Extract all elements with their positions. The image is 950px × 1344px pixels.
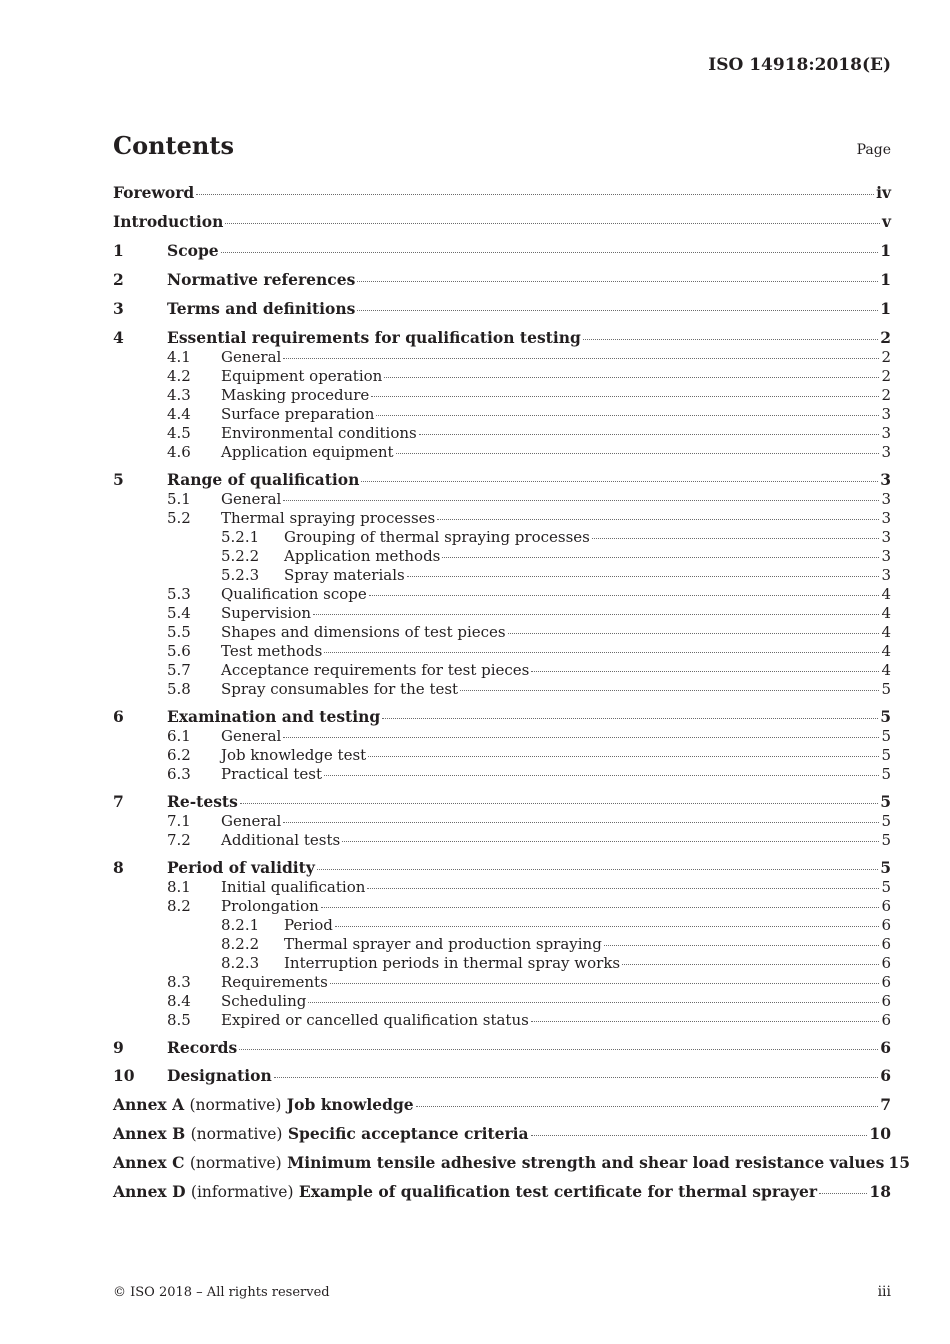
toc-entry-number: 6.3 xyxy=(167,765,191,783)
toc-entry-number: 7 xyxy=(113,792,124,811)
dot-leader xyxy=(313,614,879,615)
toc-entry-title: Test methods xyxy=(221,642,323,660)
dot-leader xyxy=(369,595,880,596)
toc-entry-page: 3 xyxy=(881,566,891,584)
dot-leader xyxy=(592,538,880,539)
toc-entry[interactable] xyxy=(113,604,891,623)
toc-entry-title: Expired or cancelled qualification status xyxy=(221,1011,529,1029)
toc-entry-page: v xyxy=(881,212,891,231)
annex-type: (normative) xyxy=(189,1096,282,1114)
toc-entry-page: 2 xyxy=(880,328,891,347)
toc-entry-title: Essential requirements for qualification testing xyxy=(167,328,581,347)
dot-leader xyxy=(221,252,879,253)
toc-entry-title: Initial qualification xyxy=(221,878,366,896)
copyright-notice: © ISO 2018 – All rights reserved xyxy=(113,1285,330,1300)
toc-entry-title: Job knowledge test xyxy=(221,746,367,764)
annex-title: Example of qualification test certificate for thermal sprayer xyxy=(298,1182,818,1201)
toc-entry-page: 3 xyxy=(881,490,891,508)
toc-entry[interactable] xyxy=(113,470,891,490)
dot-leader xyxy=(225,223,880,224)
toc-entry-number: 5.4 xyxy=(167,604,191,622)
dot-leader xyxy=(283,822,879,823)
annex-label: Annex C xyxy=(113,1153,185,1172)
toc-entry-title: Requirements xyxy=(221,973,328,991)
toc-entry[interactable] xyxy=(113,528,891,547)
toc-entry[interactable] xyxy=(113,566,891,585)
toc-entry-number: 4.4 xyxy=(167,405,191,423)
toc-entry-page: 4 xyxy=(881,604,891,622)
toc-entry[interactable] xyxy=(113,183,891,203)
toc-entry-title: Prolongation xyxy=(221,897,319,915)
toc-entry-page: 6 xyxy=(880,1038,891,1057)
toc-entry[interactable] xyxy=(113,992,891,1011)
toc-entry[interactable] xyxy=(113,916,891,935)
toc-entry-title: Scope xyxy=(167,241,219,260)
toc-entry-page: 5 xyxy=(881,680,891,698)
toc-entry-page: 7 xyxy=(880,1095,891,1114)
toc-entry-page: 5 xyxy=(881,831,891,849)
toc-entry-title: Period xyxy=(284,916,333,934)
toc-entry-number: 5.2.2 xyxy=(221,547,260,565)
toc-entry-title: Practical test xyxy=(221,765,322,783)
toc-entry-title: Re-tests xyxy=(167,792,238,811)
dot-leader xyxy=(368,756,879,757)
toc-entry-title: Normative references xyxy=(167,270,356,289)
dot-leader xyxy=(317,869,878,870)
table-of-contents xyxy=(113,183,910,1202)
annex-type: (informative) xyxy=(190,1183,294,1201)
toc-entry-page: 2 xyxy=(881,367,891,385)
toc-entry-title: General xyxy=(221,727,282,745)
toc-entry-number: 5.2 xyxy=(167,509,191,527)
toc-entry[interactable] xyxy=(113,897,891,916)
toc-entry-number: 5.2.3 xyxy=(221,566,260,584)
toc-entry-title: Equipment operation xyxy=(221,367,383,385)
toc-entry[interactable] xyxy=(113,1182,891,1202)
toc-entry-page: 6 xyxy=(880,1066,891,1085)
toc-entry[interactable] xyxy=(113,386,891,405)
toc-entry-title: Shapes and dimensions of test pieces xyxy=(221,623,506,641)
toc-entry-title: Supervision xyxy=(221,604,312,622)
toc-entry-number: 5.6 xyxy=(167,642,191,660)
page-column-label: Page xyxy=(856,142,891,158)
footer-page-number: iii xyxy=(877,1284,891,1300)
toc-entry-number: 9 xyxy=(113,1038,124,1057)
toc-entry-page: 5 xyxy=(881,746,891,764)
toc-entry[interactable] xyxy=(113,547,891,566)
toc-entry-page: 5 xyxy=(880,792,891,811)
toc-entry-title xyxy=(113,1124,529,1144)
dot-leader xyxy=(384,377,879,378)
dot-leader xyxy=(357,310,878,311)
toc-entry-title: Foreword xyxy=(113,183,195,202)
toc-entry-page: 18 xyxy=(869,1182,891,1201)
contents-heading: Contents xyxy=(113,131,234,160)
toc-entry[interactable] xyxy=(113,1095,891,1115)
toc-entry[interactable] xyxy=(113,509,891,528)
toc-entry-page: 2 xyxy=(881,386,891,404)
dot-leader xyxy=(371,396,879,397)
toc-entry-title: Examination and testing xyxy=(167,707,381,726)
toc-entry-page: 3 xyxy=(881,547,891,565)
toc-entry-page: 15 xyxy=(888,1153,910,1172)
toc-entry-page: 1 xyxy=(880,241,891,260)
toc-entry-page: iv xyxy=(876,183,891,202)
dot-leader xyxy=(382,718,878,719)
dot-leader xyxy=(396,453,880,454)
toc-entry[interactable] xyxy=(113,585,891,604)
toc-entry-title: Qualification scope xyxy=(221,585,367,603)
toc-entry-page: 10 xyxy=(869,1124,891,1143)
toc-entry-page: 3 xyxy=(881,405,891,423)
toc-entry[interactable] xyxy=(113,328,891,348)
dot-leader xyxy=(419,434,880,435)
toc-entry-page: 5 xyxy=(881,765,891,783)
toc-entry-page: 3 xyxy=(880,470,891,489)
toc-entry-title: Environmental conditions xyxy=(221,424,417,442)
dot-leader xyxy=(460,690,879,691)
toc-entry[interactable] xyxy=(113,241,891,261)
annex-label: Annex B xyxy=(113,1124,186,1143)
toc-entry[interactable] xyxy=(113,727,891,746)
toc-entry-page: 5 xyxy=(881,878,891,896)
dot-leader xyxy=(283,358,879,359)
toc-entry[interactable] xyxy=(113,1153,910,1173)
toc-entry[interactable] xyxy=(113,424,891,443)
toc-entry-number: 6.2 xyxy=(167,746,191,764)
dot-leader xyxy=(283,737,879,738)
toc-entry-number: 7.1 xyxy=(167,812,191,830)
dot-leader xyxy=(376,415,879,416)
toc-entry-number: 8.2.3 xyxy=(221,954,260,972)
dot-leader xyxy=(330,983,880,984)
annex-title: Job knowledge xyxy=(286,1095,414,1114)
toc-entry-number: 7.2 xyxy=(167,831,191,849)
dot-leader xyxy=(274,1077,878,1078)
toc-entry-title: Introduction xyxy=(113,212,224,231)
toc-entry[interactable] xyxy=(113,299,891,319)
dot-leader xyxy=(239,1049,878,1050)
toc-entry[interactable] xyxy=(113,812,891,831)
toc-entry-title xyxy=(113,1153,884,1173)
toc-entry-number: 4.2 xyxy=(167,367,191,385)
toc-entry[interactable] xyxy=(113,1124,891,1144)
dot-leader xyxy=(622,964,879,965)
toc-entry-title xyxy=(113,1095,414,1115)
toc-entry[interactable] xyxy=(113,680,891,699)
dot-leader xyxy=(240,803,878,804)
toc-entry[interactable] xyxy=(113,792,891,812)
toc-entry[interactable] xyxy=(113,878,891,897)
dot-leader xyxy=(531,671,879,672)
toc-entry-number: 8.3 xyxy=(167,973,191,991)
toc-entry-number: 5.5 xyxy=(167,623,191,641)
dot-leader xyxy=(442,557,879,558)
toc-entry-number: 5.7 xyxy=(167,661,191,679)
toc-entry[interactable] xyxy=(113,858,891,878)
toc-entry-title: Scheduling xyxy=(221,992,307,1010)
toc-entry-title: Acceptance requirements for test pieces xyxy=(221,661,530,679)
toc-entry-number: 5 xyxy=(113,470,124,489)
dot-leader xyxy=(407,576,880,577)
toc-entry[interactable] xyxy=(113,1066,891,1086)
toc-entry-page: 5 xyxy=(881,812,891,830)
toc-entry[interactable] xyxy=(113,623,891,642)
toc-entry-number: 8.2 xyxy=(167,897,191,915)
toc-entry-page: 6 xyxy=(881,916,891,934)
toc-entry-title: Thermal sprayer and production spraying xyxy=(284,935,602,953)
toc-entry-number: 5.3 xyxy=(167,585,191,603)
toc-entry-title: Thermal spraying processes xyxy=(221,509,436,527)
toc-entry[interactable] xyxy=(113,405,891,424)
dot-leader xyxy=(583,339,878,340)
toc-entry-title: Spray consumables for the test xyxy=(221,680,459,698)
dot-leader xyxy=(324,775,879,776)
toc-entry[interactable] xyxy=(113,707,891,727)
dot-leader xyxy=(324,652,879,653)
toc-entry[interactable] xyxy=(113,661,891,680)
toc-entry-page: 1 xyxy=(880,270,891,289)
dot-leader xyxy=(367,888,879,889)
annex-title: Minimum tensile adhesive strength and shear load resistance values xyxy=(287,1153,885,1172)
toc-entry-title: General xyxy=(221,812,282,830)
toc-entry-title: Interruption periods in thermal spray works xyxy=(284,954,621,972)
toc-entry-page: 6 xyxy=(881,992,891,1010)
annex-title: Specific acceptance criteria xyxy=(287,1124,529,1143)
toc-entry[interactable] xyxy=(113,270,891,290)
toc-entry[interactable] xyxy=(113,746,891,765)
toc-entry-number: 6 xyxy=(113,707,124,726)
toc-entry-title xyxy=(113,1182,817,1202)
toc-entry[interactable] xyxy=(113,490,891,509)
toc-entry-title: Application methods xyxy=(284,547,441,565)
toc-entry-page: 5 xyxy=(880,707,891,726)
toc-entry[interactable] xyxy=(113,642,891,661)
dot-leader xyxy=(531,1021,880,1022)
dot-leader xyxy=(437,519,879,520)
dot-leader xyxy=(604,945,880,946)
toc-entry-title: Spray materials xyxy=(284,566,405,584)
toc-entry-number: 8.1 xyxy=(167,878,191,896)
toc-entry-number: 8.4 xyxy=(167,992,191,1010)
toc-entry[interactable] xyxy=(113,1011,891,1030)
toc-entry-number: 8 xyxy=(113,858,124,877)
dot-leader xyxy=(283,500,879,501)
toc-entry[interactable] xyxy=(113,443,891,462)
toc-entry-page: 5 xyxy=(880,858,891,877)
toc-entry-number: 1 xyxy=(113,241,124,260)
toc-entry-number: 4.3 xyxy=(167,386,191,404)
toc-entry-page: 6 xyxy=(881,897,891,915)
toc-entry[interactable] xyxy=(113,831,891,850)
toc-entry-title: General xyxy=(221,490,282,508)
toc-entry[interactable] xyxy=(113,973,891,992)
toc-entry-number: 2 xyxy=(113,270,124,289)
dot-leader xyxy=(308,1002,879,1003)
dot-leader xyxy=(335,926,880,927)
toc-entry-title: Terms and definitions xyxy=(167,299,356,318)
toc-entry-page: 4 xyxy=(881,642,891,660)
toc-entry-number: 4.6 xyxy=(167,443,191,461)
dot-leader xyxy=(819,1193,867,1194)
toc-entry-title: Records xyxy=(167,1038,238,1057)
toc-entry-number: 4 xyxy=(113,328,124,347)
toc-entry-page: 4 xyxy=(881,623,891,641)
toc-entry-number: 10 xyxy=(113,1066,135,1085)
toc-entry-page: 6 xyxy=(881,973,891,991)
toc-entry[interactable] xyxy=(113,954,891,973)
toc-entry-number: 6.1 xyxy=(167,727,191,745)
toc-entry-page: 3 xyxy=(881,424,891,442)
toc-entry-number: 5.1 xyxy=(167,490,191,508)
dot-leader xyxy=(342,841,879,842)
toc-entry[interactable] xyxy=(113,765,891,784)
toc-entry-title: Additional tests xyxy=(221,831,341,849)
toc-entry-page: 2 xyxy=(881,348,891,366)
dot-leader xyxy=(196,194,874,195)
toc-entry-number: 8.2.1 xyxy=(221,916,260,934)
toc-entry-page: 1 xyxy=(880,299,891,318)
toc-entry-number: 4.1 xyxy=(167,348,191,366)
annex-type: (normative) xyxy=(190,1125,283,1143)
toc-entry-title: Designation xyxy=(167,1066,272,1085)
toc-entry[interactable] xyxy=(113,1038,891,1058)
dot-leader xyxy=(357,281,878,282)
toc-entry-page: 6 xyxy=(881,954,891,972)
toc-entry-page: 4 xyxy=(881,661,891,679)
toc-entry-number: 3 xyxy=(113,299,124,318)
annex-label: Annex A xyxy=(113,1095,185,1114)
dot-leader xyxy=(531,1135,868,1136)
toc-entry[interactable] xyxy=(113,348,891,367)
document-identifier: ISO 14918:2018(E) xyxy=(708,55,891,75)
toc-entry-number: 8.2.2 xyxy=(221,935,260,953)
dot-leader xyxy=(416,1106,879,1107)
toc-entry-page: 3 xyxy=(881,443,891,461)
toc-entry-title: Masking procedure xyxy=(221,386,370,404)
toc-entry-number: 5.2.1 xyxy=(221,528,260,546)
toc-entry-page: 5 xyxy=(881,727,891,745)
toc-entry[interactable] xyxy=(113,367,891,386)
toc-entry[interactable] xyxy=(113,212,891,232)
toc-entry[interactable] xyxy=(113,935,891,954)
toc-entry-number: 4.5 xyxy=(167,424,191,442)
toc-entry-number: 8.5 xyxy=(167,1011,191,1029)
toc-entry-page: 6 xyxy=(881,935,891,953)
toc-entry-page: 4 xyxy=(881,585,891,603)
toc-entry-title: Surface preparation xyxy=(221,405,375,423)
annex-label: Annex D xyxy=(113,1182,186,1201)
toc-entry-title: Period of validity xyxy=(167,858,315,877)
toc-entry-title: Grouping of thermal spraying processes xyxy=(284,528,590,546)
dot-leader xyxy=(508,633,880,634)
toc-entry-title: Range of qualification xyxy=(167,470,360,489)
toc-entry-page: 3 xyxy=(881,528,891,546)
annex-type: (normative) xyxy=(189,1154,282,1172)
dot-leader xyxy=(321,907,880,908)
toc-entry-page: 6 xyxy=(881,1011,891,1029)
dot-leader xyxy=(361,481,878,482)
toc-entry-number: 5.8 xyxy=(167,680,191,698)
toc-entry-title: General xyxy=(221,348,282,366)
toc-entry-page: 3 xyxy=(881,509,891,527)
toc-entry-title: Application equipment xyxy=(221,443,394,461)
